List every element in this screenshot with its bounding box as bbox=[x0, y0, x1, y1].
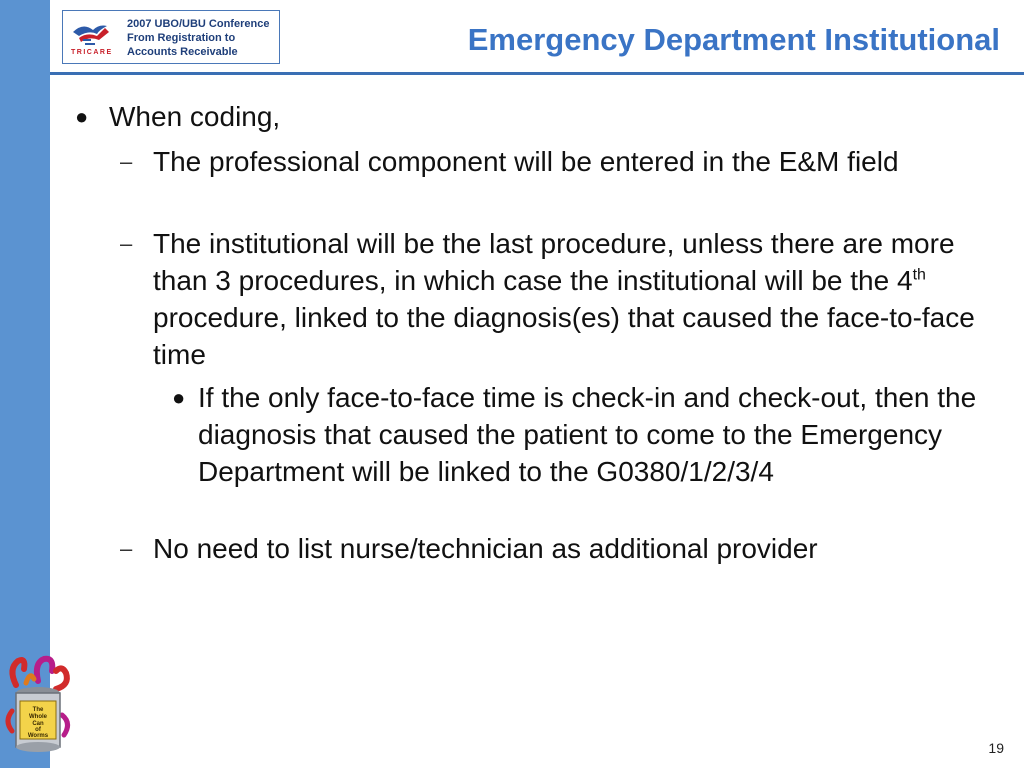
sub-bullet-text: No need to list nurse/technician as additional provider bbox=[153, 533, 818, 564]
svg-text:TRICARE: TRICARE bbox=[71, 49, 113, 56]
sub-sub-bullet-text: If the only face-to-face time is check-in and check-out, then the diagnosis that caused the patient to come to the Emergency Department will be linked to the G0380/1/2/3/4 bbox=[198, 382, 977, 487]
page-number: 19 bbox=[988, 740, 1004, 756]
logo-line-2: From Registration to bbox=[127, 32, 236, 44]
dash-icon: – bbox=[120, 231, 133, 256]
bullet-text: When coding, bbox=[109, 101, 281, 132]
worms-label-line-1: The bbox=[32, 707, 44, 713]
sub-bullet-text bbox=[153, 225, 983, 373]
slide-title: Emergency Department Institutional bbox=[467, 22, 1000, 57]
bullet-dot-icon: ● bbox=[75, 104, 89, 129]
dash-icon: – bbox=[120, 149, 133, 174]
dash-icon: – bbox=[120, 536, 133, 561]
logo-line-1: 2007 UBO/UBU Conference bbox=[127, 18, 270, 30]
worms-label-line-2: Whole bbox=[29, 714, 47, 720]
sub-bullet-text-part-1: The institutional will be the last procedure, unless there are more than 3 procedures, in which case the institutional will be the 4 bbox=[153, 228, 955, 296]
logo-line-3: Accounts Receivable bbox=[127, 46, 238, 58]
worms-label-line-3: Can bbox=[32, 721, 44, 727]
worms-label-line-5: Worms bbox=[27, 733, 49, 739]
bullet-dot-icon: ● bbox=[172, 385, 186, 410]
worms-label-line-4: of bbox=[35, 727, 41, 733]
can-of-worms-icon bbox=[4, 655, 72, 755]
sub-bullet-text: The professional component will be entered in the E&M field bbox=[153, 146, 899, 177]
sub-bullet-text-part-2: procedure, linked to the diagnosis(es) that caused the face-to-face time bbox=[153, 302, 975, 370]
superscript: th bbox=[912, 266, 926, 284]
